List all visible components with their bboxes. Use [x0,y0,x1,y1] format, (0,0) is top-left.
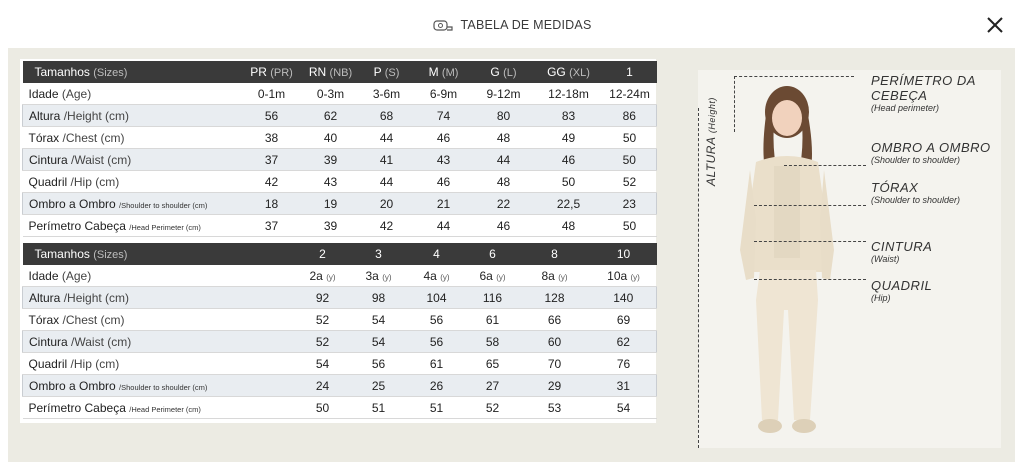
row-label-cell [23,309,295,331]
measurement-cell: 0-3m [303,83,359,105]
model-illustration [698,70,1001,448]
annotation-waist [871,239,932,264]
row-label-cell [23,83,241,105]
size-code-intl: (L) [503,67,517,79]
annotation-shoulder [871,140,991,165]
modal-header [0,0,1024,48]
measurement-cell: 44 [359,127,415,149]
size-header-cell [241,61,303,83]
size-guide-content [8,48,1015,462]
size-header-cell [473,61,535,83]
table-row-age [23,265,657,287]
size-code: G [490,65,500,79]
measurement-cell: 22 [473,193,535,215]
table-row [23,397,657,419]
row-label-sub: /Height (cm) [63,290,130,305]
close-icon[interactable] [984,14,1006,36]
age-value: 4a [423,268,437,283]
measurement-cell: 60 [519,331,591,353]
measurement-cell: 3-6m [359,83,415,105]
row-label: Quadril [28,174,68,189]
age-value: 2a [309,268,323,283]
measurement-cell: 54 [351,331,407,353]
measurement-cell: 53 [519,397,591,419]
row-label-tiny: /Head Perimeter (cm) [129,404,201,414]
row-label-sub: /Hip (cm) [70,174,120,189]
annotation-hip-sub: (Hip) [871,293,891,303]
measurement-cell: 62 [303,105,359,127]
size-table-baby [22,61,657,237]
measurement-cell: 38 [241,127,303,149]
measurement-cell: 37 [241,149,303,171]
size-code-intl: (NB) [329,67,353,79]
waist-guide [754,241,866,242]
measurement-cell: 140 [591,287,657,309]
measurement-cell: 80 [473,105,535,127]
size-tables [20,59,656,423]
annotation-chest-title: TÓRAX [871,180,919,195]
age-cell [467,265,519,287]
measurement-cell: 43 [303,171,359,193]
annotation-hip [871,278,932,303]
height-guide-line [698,108,699,448]
age-value: 3a [365,268,379,283]
age-cell [591,265,657,287]
measurement-cell: 48 [473,127,535,149]
measurement-cell: 76 [591,353,657,375]
table-row [23,105,657,127]
measurement-cell: 48 [535,215,603,237]
row-label-sub: /Chest (cm) [62,130,125,145]
head-guide-line [734,76,735,132]
row-label-cell [23,397,295,419]
measurement-cell: 39 [303,149,359,171]
row-label-cell [23,353,295,375]
size-code: RN [308,65,327,79]
measurement-cell: 54 [295,353,351,375]
head-guide-top [734,76,854,77]
annotation-head-title: PERÍMETRO DA [871,73,976,88]
measurement-cell: 83 [535,105,603,127]
measurement-cell: 56 [351,353,407,375]
measurement-cell: 12-24m [603,83,657,105]
age-value: 8a [541,268,555,283]
size-code: M [428,65,439,79]
measurement-cell: 39 [303,215,359,237]
row-label-cell [23,193,241,215]
measurement-cell: 68 [359,105,415,127]
row-label: Altura [29,108,61,123]
model-photo [698,70,1001,448]
table-row [23,375,657,397]
row-label-sub: /Chest (cm) [62,312,125,327]
row-label: Tórax [28,312,60,327]
age-cell [351,265,407,287]
row-label-sub: /Hip (cm) [70,356,120,371]
size-code: P [373,65,382,79]
row-label: Ombro a Ombro [29,196,116,211]
measurement-cell: 27 [467,375,519,397]
size-header-cell: 2 [295,243,351,265]
measurement-cell: 12-18m [535,83,603,105]
measurement-cell: 43 [415,149,473,171]
measurement-cell: 26 [407,375,467,397]
measurement-cell: 50 [603,127,657,149]
row-label-tiny: /Head Perimeter (cm) [129,222,201,232]
size-header-cell: 10 [591,243,657,265]
table-header-row [23,61,657,83]
size-code: GG [547,65,566,79]
measurement-cell: 104 [407,287,467,309]
size-header-cell: 3 [351,243,407,265]
size-header-cell [535,61,603,83]
size-code-intl: (XL) [569,67,590,79]
row-label: Idade [28,268,59,283]
hip-guide [754,279,866,280]
modal-title: TABELA DE MEDIDAS [460,18,592,32]
row-label-cell [23,215,241,237]
row-label: Tamanhos [34,65,90,79]
measurement-cell: 29 [519,375,591,397]
age-cell [295,265,351,287]
measurement-cell: 61 [467,309,519,331]
age-unit: (y) [382,272,392,282]
size-code-intl: (PR) [270,67,293,79]
measurement-cell: 44 [359,171,415,193]
age-unit: (y) [558,272,568,282]
table-row [23,193,657,215]
measurement-cell: 51 [351,397,407,419]
table-row [23,127,657,149]
measurement-cell: 52 [467,397,519,419]
row-label-sub: (Sizes) [93,249,128,261]
row-label-sub: (Age) [61,86,92,101]
measurement-cell: 92 [295,287,351,309]
measurement-cell: 54 [591,397,657,419]
row-label-sub: (Sizes) [93,67,128,79]
measurement-cell: 52 [603,171,657,193]
annotation-waist-sub: (Waist) [871,254,900,264]
size-header-cell [303,61,359,83]
size-header-cell [415,61,473,83]
shoulder-guide [784,165,866,166]
row-label-cell [23,375,295,397]
measurement-cell: 69 [591,309,657,331]
measurement-cell: 116 [467,287,519,309]
measurement-cell: 19 [303,193,359,215]
measurement-cell: 46 [535,149,603,171]
measurement-cell: 62 [591,331,657,353]
row-label: Tórax [28,130,60,145]
measurement-cell: 50 [295,397,351,419]
measurement-cell: 65 [467,353,519,375]
row-label: Tamanhos [34,247,90,261]
annotation-chest [871,180,960,205]
height-label-main: ALTURA [704,136,718,186]
row-label-tiny: /Shoulder to shoulder (cm) [119,382,208,392]
row-label-sub: /Waist (cm) [71,334,132,349]
measurement-cell: 58 [467,331,519,353]
measurement-cell: 6-9m [415,83,473,105]
measuring-tape-icon [433,18,453,32]
measurement-cell: 86 [603,105,657,127]
measurement-cell: 20 [359,193,415,215]
row-label-cell [23,127,241,149]
measurement-cell: 49 [535,127,603,149]
measurement-cell: 18 [241,193,303,215]
annotation-shoulder-title: OMBRO A OMBRO [871,140,991,155]
row-label-sub: /Height (cm) [63,108,130,123]
row-label: Cintura [29,334,68,349]
measurement-cell: 50 [603,215,657,237]
size-code: 1 [626,65,633,79]
measurement-cell: 51 [407,397,467,419]
measurement-cell: 23 [603,193,657,215]
row-label: Quadril [28,356,68,371]
row-label-cell [23,331,295,353]
measurement-cell: 56 [241,105,303,127]
row-label: Altura [29,290,61,305]
measurement-cell: 0-1m [241,83,303,105]
measurement-cell: 42 [359,215,415,237]
size-header-cell: 4 [407,243,467,265]
age-cell [519,265,591,287]
measurement-cell: 37 [241,215,303,237]
row-label-cell [23,265,295,287]
table-row [23,331,657,353]
size-header-cell [359,61,415,83]
measurement-cell: 9-12m [473,83,535,105]
measurement-cell: 31 [591,375,657,397]
size-code-intl: (S) [384,67,400,79]
table-header-row [23,243,657,265]
measurement-cell: 74 [415,105,473,127]
size-code-intl: (M) [441,67,459,79]
height-label [704,97,718,186]
age-value: 10a [607,268,628,283]
annotation-shoulder-sub: (Shoulder to shoulder) [871,155,961,165]
measurement-cell: 46 [473,215,535,237]
size-code: PR [250,65,267,79]
size-header-cell: 8 [519,243,591,265]
measurement-cell: 48 [473,171,535,193]
row-label-cell [23,149,241,171]
age-cell [407,265,467,287]
table-row [23,83,657,105]
age-unit: (y) [630,272,640,282]
header-label-cell [23,243,295,265]
table-row [23,149,657,171]
row-label-tiny: /Shoulder to shoulder (cm) [119,200,208,210]
measurement-cell: 41 [359,149,415,171]
annotation-head [871,73,976,113]
measurement-cell: 50 [535,171,603,193]
table-row [23,287,657,309]
annotation-head-sub: (Head perimeter) [871,103,940,113]
row-label-cell [23,287,295,309]
annotation-chest-sub: (Shoulder to shoulder) [871,195,961,205]
chest-guide [754,205,866,206]
age-unit: (y) [440,272,450,282]
age-unit: (y) [326,272,336,282]
measurement-cell: 52 [295,309,351,331]
measurement-cell: 44 [473,149,535,171]
measurement-cell: 98 [351,287,407,309]
annotation-head-title-2: CEBEÇA [871,88,928,103]
measurement-cell: 70 [519,353,591,375]
row-label: Perímetro Cabeça [28,218,126,233]
title-wrap [0,18,1024,32]
header-label-cell [23,61,241,83]
measurement-cell: 46 [415,171,473,193]
row-label-cell [23,171,241,193]
age-value: 6a [479,268,493,283]
table-row [23,353,657,375]
table-row [23,309,657,331]
measurement-cell: 21 [415,193,473,215]
measurement-cell: 128 [519,287,591,309]
measurement-cell: 44 [415,215,473,237]
row-label: Idade [28,86,59,101]
measurement-cell: 40 [303,127,359,149]
size-table-kids [22,243,657,419]
row-label: Ombro a Ombro [29,378,116,393]
annotation-waist-title: CINTURA [871,239,933,254]
measurement-cell: 56 [407,331,467,353]
height-label-sub: (Height) [707,97,717,134]
table-row [23,171,657,193]
table-row [23,215,657,237]
measurement-cell: 46 [415,127,473,149]
size-header-cell [603,61,657,83]
measurement-cell: 61 [407,353,467,375]
measurement-cell: 25 [351,375,407,397]
measurement-cell: 66 [519,309,591,331]
row-label-sub: (Age) [61,268,92,283]
row-label: Cintura [29,152,68,167]
measurement-cell: 52 [295,331,351,353]
annotation-hip-title: QUADRIL [871,278,933,293]
measurement-cell: 22,5 [535,193,603,215]
measurement-cell: 42 [241,171,303,193]
measurement-cell: 24 [295,375,351,397]
measurement-cell: 56 [407,309,467,331]
measurement-cell: 50 [603,149,657,171]
row-label-cell [23,105,241,127]
size-header-cell: 6 [467,243,519,265]
row-label: Perímetro Cabeça [28,400,126,415]
measurement-cell: 54 [351,309,407,331]
age-unit: (y) [496,272,506,282]
row-label-sub: /Waist (cm) [71,152,132,167]
